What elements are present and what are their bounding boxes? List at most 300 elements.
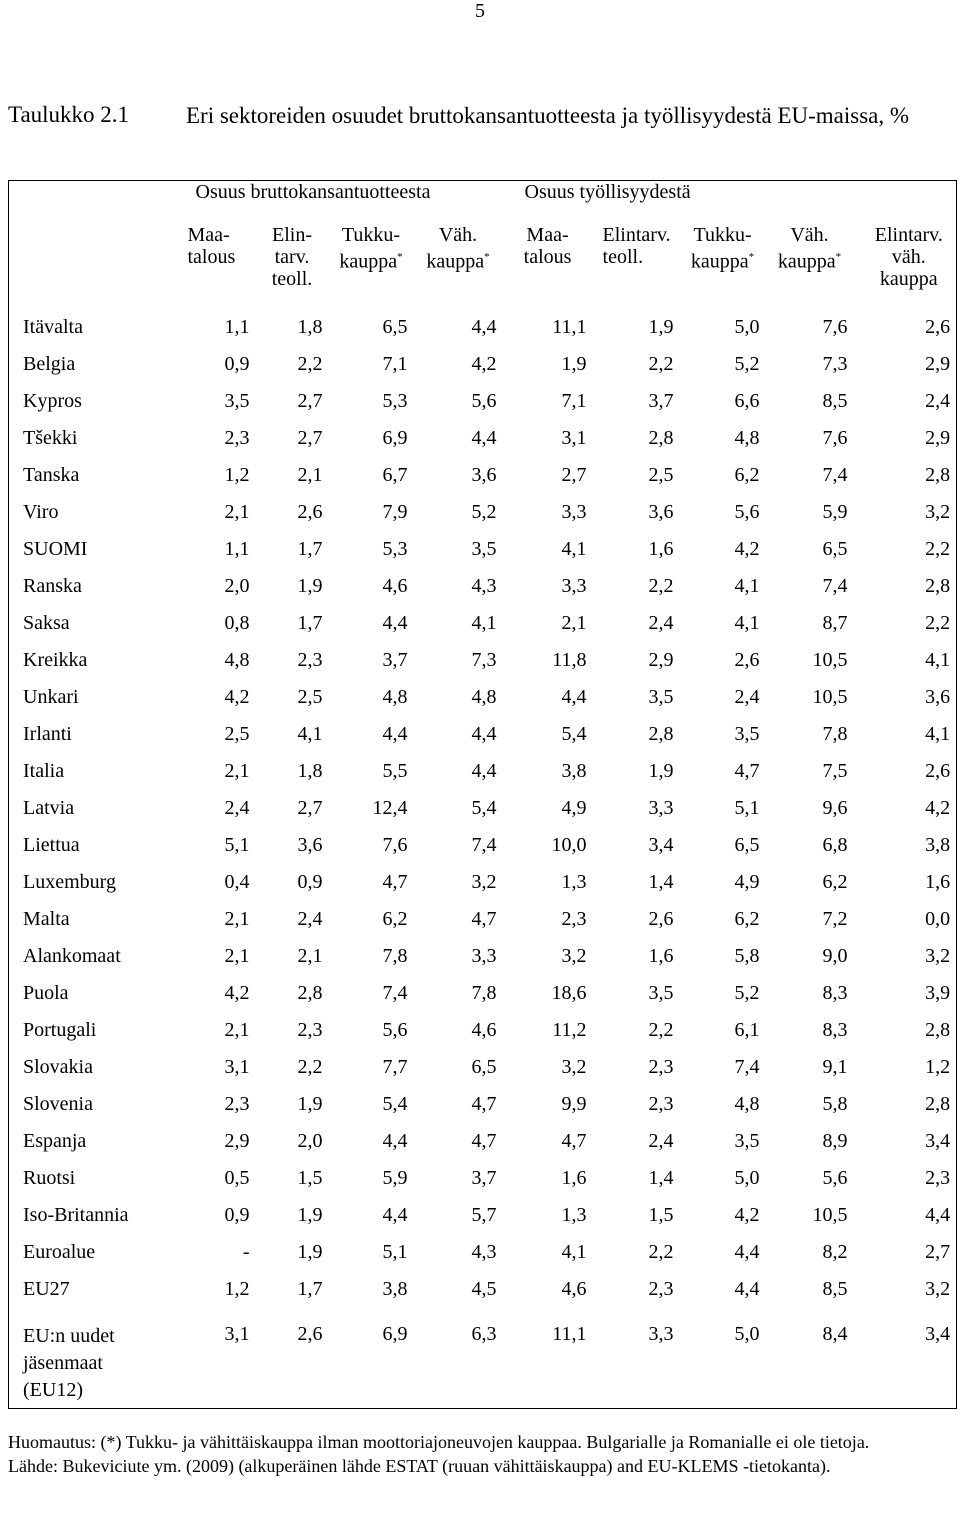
value-cell: 6,5	[822, 538, 848, 560]
value-cell: 2,1	[224, 501, 250, 523]
value-cell: 4,6	[471, 1019, 497, 1041]
column-header-line: Maa-	[187, 224, 230, 246]
value-cell: 4,4	[471, 316, 497, 338]
value-cell: 6,8	[822, 834, 848, 856]
country-cell: Irlanti	[23, 723, 72, 745]
value-cell: 7,4	[471, 834, 497, 856]
value-cell: 2,8	[297, 982, 323, 1004]
column-header-text: kauppa	[777, 250, 836, 273]
value-cell: 8,5	[822, 390, 848, 412]
value-cell: 0,4	[224, 871, 250, 893]
value-cell: 3,8	[925, 834, 951, 856]
value-cell: 6,2	[734, 908, 760, 930]
value-cell: 4,8	[224, 649, 250, 671]
column-header-line: Väh.	[438, 224, 478, 246]
column-header-line	[766, 246, 854, 273]
value-cell: 5,4	[382, 1093, 408, 1115]
value-cell: -	[242, 1241, 250, 1263]
table-row	[9, 723, 957, 760]
value-cell: 3,2	[471, 871, 497, 893]
value-cell: 2,5	[648, 464, 674, 486]
corner-cell-2	[9, 224, 174, 316]
column-header-line: Elin-	[272, 224, 312, 246]
value-cell: 4,4	[734, 1278, 760, 1300]
value-cell: 7,2	[822, 908, 848, 930]
value-cell: 18,6	[551, 982, 587, 1004]
value-cell: 1,6	[648, 538, 674, 560]
value-cell: 6,2	[822, 871, 848, 893]
value-cell: 10,5	[812, 1204, 848, 1226]
value-cell: 2,6	[297, 1323, 323, 1345]
value-cell: 2,5	[297, 686, 323, 708]
column-header-5	[593, 224, 680, 316]
value-cell: 7,3	[822, 353, 848, 375]
table-row	[9, 945, 957, 982]
value-cell: 2,4	[648, 1130, 674, 1152]
value-cell: 4,2	[734, 1204, 760, 1226]
value-cell: 6,9	[382, 1323, 408, 1345]
value-cell: 3,5	[648, 686, 674, 708]
value-cell: 6,2	[734, 464, 760, 486]
value-cell: 10,5	[812, 649, 848, 671]
table-row	[9, 316, 957, 353]
value-cell: 2,9	[925, 427, 951, 449]
value-cell: 4,4	[734, 1241, 760, 1263]
value-cell: 1,6	[648, 945, 674, 967]
country-cell: Viro	[23, 501, 59, 523]
value-cell: 4,5	[471, 1278, 497, 1300]
column-header-2	[329, 224, 414, 316]
value-cell: 9,6	[822, 797, 848, 819]
value-cell: 4,1	[561, 1241, 587, 1263]
country-cell: Luxemburg	[23, 871, 116, 893]
value-cell: 10,0	[551, 834, 587, 856]
country-cell: SUOMI	[23, 538, 88, 560]
table-row	[9, 501, 957, 538]
country-cell: EU27	[23, 1278, 70, 1300]
value-cell: 7,4	[822, 575, 848, 597]
value-cell: 5,0	[734, 316, 760, 338]
value-cell: 2,7	[561, 464, 587, 486]
column-header-line: kauppa	[879, 268, 938, 290]
value-cell: 5,8	[822, 1093, 848, 1115]
value-cell: 6,5	[734, 834, 760, 856]
column-header-line: Tukku-	[341, 224, 401, 246]
country-cell: Iso-Britannia	[23, 1204, 129, 1226]
value-cell: 2,3	[648, 1278, 674, 1300]
value-cell: 12,4	[372, 797, 408, 819]
value-cell: 3,3	[648, 797, 674, 819]
value-cell: 2,4	[297, 908, 323, 930]
table-row	[9, 538, 957, 575]
table-row	[9, 1278, 957, 1315]
value-cell: 4,8	[734, 1093, 760, 1115]
value-cell: 11,1	[552, 1323, 587, 1345]
value-cell: 8,3	[822, 982, 848, 1004]
value-cell: 2,2	[925, 538, 951, 560]
table-row	[9, 1130, 957, 1167]
value-cell: 8,7	[822, 612, 848, 634]
value-cell: 2,4	[734, 686, 760, 708]
value-cell: 5,1	[734, 797, 760, 819]
value-cell: 2,3	[925, 1167, 951, 1189]
value-cell: 5,9	[822, 501, 848, 523]
value-cell: 2,3	[224, 1093, 250, 1115]
table-row	[9, 612, 957, 649]
country-cell: Alankomaat	[23, 945, 121, 967]
table-row	[9, 871, 957, 908]
table-row	[9, 575, 957, 612]
table-row	[9, 686, 957, 723]
value-cell: 9,9	[561, 1093, 587, 1115]
value-cell: 8,4	[822, 1323, 848, 1345]
value-cell: 2,3	[224, 427, 250, 449]
value-cell: 0,5	[224, 1167, 250, 1189]
value-cell: 4,9	[734, 871, 760, 893]
value-cell: 2,7	[925, 1241, 951, 1263]
value-cell: 7,8	[822, 723, 848, 745]
value-cell: 2,7	[297, 390, 323, 412]
value-cell: 3,6	[471, 464, 497, 486]
country-cell: Euroalue	[23, 1241, 96, 1263]
value-cell: 4,1	[925, 649, 951, 671]
value-cell: 0,0	[925, 908, 951, 930]
value-cell: 11,1	[552, 316, 587, 338]
table-row	[9, 1204, 957, 1241]
value-cell: 2,1	[561, 612, 587, 634]
value-cell: 5,1	[382, 1241, 408, 1263]
country-line: EU:n uudet	[23, 1325, 115, 1347]
value-cell: 2,1	[224, 908, 250, 930]
value-cell: 3,8	[561, 760, 587, 782]
value-cell: 1,1	[224, 316, 250, 338]
value-cell: 2,2	[297, 1056, 323, 1078]
value-cell: 1,5	[297, 1167, 323, 1189]
value-cell: 4,3	[471, 575, 497, 597]
country-line: jäsenmaat	[23, 1352, 103, 1374]
value-cell: 4,4	[561, 686, 587, 708]
value-cell: 2,3	[297, 1019, 323, 1041]
value-cell: 1,9	[297, 1241, 323, 1263]
value-cell: 5,8	[734, 945, 760, 967]
value-cell: 6,5	[382, 316, 408, 338]
value-cell: 4,1	[734, 612, 760, 634]
value-cell: 2,1	[224, 945, 250, 967]
value-cell: 4,2	[471, 353, 497, 375]
value-cell: 10,5	[812, 686, 848, 708]
value-cell: 5,0	[734, 1167, 760, 1189]
value-cell: 5,5	[382, 760, 408, 782]
value-cell: 5,3	[382, 538, 408, 560]
value-cell: 2,6	[925, 316, 951, 338]
value-cell: 7,8	[471, 982, 497, 1004]
value-cell: 2,4	[925, 390, 951, 412]
value-cell: 7,1	[382, 353, 408, 375]
column-header-line	[414, 246, 503, 273]
value-cell: 6,5	[471, 1056, 497, 1078]
table-row	[9, 1093, 957, 1130]
value-cell: 4,6	[382, 575, 408, 597]
country-cell: Kypros	[23, 390, 82, 412]
column-header-line: talous	[523, 246, 572, 268]
table-row	[9, 390, 957, 427]
value-cell: 6,3	[471, 1323, 497, 1345]
value-cell: 1,8	[297, 760, 323, 782]
table-row	[9, 908, 957, 945]
country-cell: Tanska	[23, 464, 80, 486]
value-cell: 7,6	[822, 427, 848, 449]
value-cell: 4,7	[471, 1093, 497, 1115]
footnote-note: Huomautus: (*) Tukku- ja vähittäiskauppa ilman moottoriajoneuvojen kauppaa. Bulgarialle ja Romanialle ei ole tietoja.	[8, 1432, 870, 1452]
value-cell: 4,4	[471, 723, 497, 745]
value-cell: 2,3	[561, 908, 587, 930]
data-table	[8, 180, 957, 1409]
column-header-8	[854, 224, 957, 316]
value-cell: 4,1	[297, 723, 323, 745]
value-cell: 4,4	[382, 612, 408, 634]
value-cell: 4,1	[471, 612, 497, 634]
value-cell: 2,2	[648, 353, 674, 375]
value-cell: 7,7	[382, 1056, 408, 1078]
column-header-line	[680, 246, 766, 273]
asterisk-mark: *	[484, 251, 490, 263]
value-cell: 3,7	[648, 390, 674, 412]
value-cell: 3,5	[471, 538, 497, 560]
value-cell: 2,2	[648, 1241, 674, 1263]
value-cell: 2,9	[224, 1130, 250, 1152]
value-cell: 4,6	[561, 1278, 587, 1300]
country-cell: Latvia	[23, 797, 75, 819]
value-cell: 6,1	[734, 1019, 760, 1041]
value-cell: 3,1	[224, 1056, 250, 1078]
value-cell: 6,7	[382, 464, 408, 486]
value-cell: 2,0	[224, 575, 250, 597]
value-cell: 5,6	[471, 390, 497, 412]
footnote-source: Lähde: Bukeviciute ym. (2009) (alkuperäinen lähde ESTAT (ruuan vähittäiskauppa) and EU-KLEMS -tietokanta).	[8, 1456, 831, 1476]
value-cell: 3,7	[382, 649, 408, 671]
value-cell: 1,6	[925, 871, 951, 893]
value-cell: 1,6	[561, 1167, 587, 1189]
value-cell: 1,3	[561, 1204, 587, 1226]
value-cell: 2,6	[734, 649, 760, 671]
value-cell: 2,2	[648, 1019, 674, 1041]
value-cell: 5,6	[822, 1167, 848, 1189]
country-cell	[9, 1315, 174, 1409]
value-cell: 3,1	[224, 1323, 250, 1345]
table-label: Taulukko 2.1	[8, 102, 130, 127]
column-header-line: teoll.	[271, 268, 313, 290]
column-header-line: Tukku-	[693, 224, 752, 246]
value-cell: 5,1	[224, 834, 250, 856]
value-cell: 1,9	[561, 353, 587, 375]
value-cell: 4,8	[734, 427, 760, 449]
asterisk-mark: *	[397, 251, 403, 263]
value-cell: 2,6	[297, 501, 323, 523]
value-cell: 1,1	[224, 538, 250, 560]
country-cell: Kreikka	[23, 649, 88, 671]
value-cell: 4,1	[734, 575, 760, 597]
table-row	[9, 1056, 957, 1093]
table-row	[9, 982, 957, 1019]
value-cell: 2,6	[925, 760, 951, 782]
value-cell: 2,0	[297, 1130, 323, 1152]
value-cell: 2,8	[648, 427, 674, 449]
value-cell: 8,5	[822, 1278, 848, 1300]
value-cell: 3,5	[648, 982, 674, 1004]
value-cell: 7,5	[822, 760, 848, 782]
value-cell: 3,8	[382, 1278, 408, 1300]
value-cell: 6,6	[734, 390, 760, 412]
table-row	[9, 427, 957, 464]
value-cell: 1,2	[224, 464, 250, 486]
value-cell: 3,6	[297, 834, 323, 856]
value-cell: 5,4	[471, 797, 497, 819]
table-row	[9, 797, 957, 834]
table-row	[9, 649, 957, 686]
value-cell: 4,4	[382, 723, 408, 745]
value-cell: 2,9	[648, 649, 674, 671]
value-cell: 2,8	[925, 464, 951, 486]
value-cell: 5,2	[734, 982, 760, 1004]
value-cell: 11,2	[552, 1019, 587, 1041]
value-cell: 3,1	[561, 427, 587, 449]
value-cell: 7,8	[382, 945, 408, 967]
value-cell: 3,2	[561, 1056, 587, 1078]
value-cell: 1,9	[297, 575, 323, 597]
value-cell: 5,2	[471, 501, 497, 523]
value-cell: 7,3	[471, 649, 497, 671]
table-row-eu12	[9, 1315, 957, 1409]
country-cell: Puola	[23, 982, 69, 1004]
value-cell: 1,4	[648, 1167, 674, 1189]
value-cell: 1,9	[297, 1093, 323, 1115]
value-cell: 2,3	[297, 649, 323, 671]
table-row	[9, 1167, 957, 1204]
country-cell: Saksa	[23, 612, 70, 634]
value-cell: 7,4	[382, 982, 408, 1004]
value-cell: 1,2	[925, 1056, 951, 1078]
table-row	[9, 464, 957, 501]
value-cell: 4,1	[561, 538, 587, 560]
value-cell: 3,9	[925, 982, 951, 1004]
value-cell: 0,9	[224, 353, 250, 375]
column-header-text: kauppa	[426, 250, 485, 273]
country-cell: Slovenia	[23, 1093, 93, 1115]
column-header-6	[680, 224, 766, 316]
value-cell: 4,7	[382, 871, 408, 893]
value-cell: 5,7	[471, 1204, 497, 1226]
value-cell: 2,2	[648, 575, 674, 597]
value-cell: 7,4	[734, 1056, 760, 1078]
group-gdp: Osuus bruttokansantuotteesta	[195, 181, 431, 203]
value-cell: 0,9	[297, 871, 323, 893]
group-header-row	[9, 181, 957, 225]
value-cell: 0,8	[224, 612, 250, 634]
value-cell: 5,0	[734, 1323, 760, 1345]
column-header-line	[329, 246, 414, 273]
value-cell: 4,2	[224, 982, 250, 1004]
value-cell: 4,9	[561, 797, 587, 819]
value-cell: 4,7	[471, 1130, 497, 1152]
value-cell: 1,9	[297, 1204, 323, 1226]
value-cell: 1,7	[297, 538, 323, 560]
value-cell: 2,5	[224, 723, 250, 745]
value-cell: 2,1	[224, 760, 250, 782]
column-header-line: väh.	[891, 246, 926, 268]
value-cell: 8,9	[822, 1130, 848, 1152]
value-cell: 4,1	[925, 723, 951, 745]
value-cell: 4,4	[382, 1204, 408, 1226]
value-cell: 1,9	[648, 760, 674, 782]
value-cell: 0,9	[224, 1204, 250, 1226]
country-cell: Portugali	[23, 1019, 97, 1041]
country-cell: Italia	[23, 760, 65, 782]
value-cell: 3,7	[471, 1167, 497, 1189]
value-cell: 11,8	[552, 649, 587, 671]
value-cell: 2,8	[925, 1019, 951, 1041]
country-cell: Espanja	[23, 1130, 87, 1152]
value-cell: 9,0	[822, 945, 848, 967]
value-cell: 2,1	[297, 945, 323, 967]
country-cell: Tšekki	[23, 427, 78, 449]
asterisk-mark: *	[748, 251, 755, 263]
value-cell: 4,7	[734, 760, 760, 782]
value-cell: 4,8	[471, 686, 497, 708]
asterisk-mark: *	[835, 251, 842, 263]
value-cell: 3,5	[224, 390, 250, 412]
country-cell: Itävalta	[23, 316, 83, 338]
value-cell: 2,7	[297, 797, 323, 819]
value-cell: 3,2	[925, 945, 951, 967]
value-cell: 2,8	[925, 575, 951, 597]
value-cell: 3,4	[925, 1130, 951, 1152]
value-cell: 1,2	[224, 1278, 250, 1300]
column-header-line: Maa-	[526, 224, 569, 246]
column-header-row	[9, 224, 957, 316]
value-cell: 3,3	[561, 575, 587, 597]
value-cell: 4,8	[382, 686, 408, 708]
value-cell: 7,6	[382, 834, 408, 856]
value-cell: 4,4	[471, 760, 497, 782]
value-cell: 1,3	[561, 871, 587, 893]
value-cell: 3,2	[925, 1278, 951, 1300]
value-cell: 4,7	[471, 908, 497, 930]
value-cell: 4,3	[471, 1241, 497, 1263]
column-header-3	[414, 224, 503, 316]
column-header-1	[256, 224, 329, 316]
value-cell: 3,2	[561, 945, 587, 967]
value-cell: 3,3	[471, 945, 497, 967]
page-number: 5	[475, 0, 485, 22]
value-cell: 3,5	[734, 1130, 760, 1152]
column-header-text: kauppa	[339, 250, 398, 273]
country-line: (EU12)	[23, 1379, 83, 1401]
value-cell: 6,2	[382, 908, 408, 930]
country-cell: Ranska	[23, 575, 82, 597]
value-cell: 7,9	[382, 501, 408, 523]
value-cell: 6,9	[382, 427, 408, 449]
value-cell: 2,8	[648, 723, 674, 745]
value-cell: 9,1	[822, 1056, 848, 1078]
value-cell: 4,2	[925, 797, 951, 819]
country-cell: Liettua	[23, 834, 80, 856]
value-cell: 3,2	[925, 501, 951, 523]
value-cell: 1,7	[297, 1278, 323, 1300]
column-header-4	[503, 224, 593, 316]
value-cell: 4,4	[471, 427, 497, 449]
column-header-text: kauppa	[690, 250, 749, 273]
column-header-line: Elintarv.	[874, 224, 943, 246]
